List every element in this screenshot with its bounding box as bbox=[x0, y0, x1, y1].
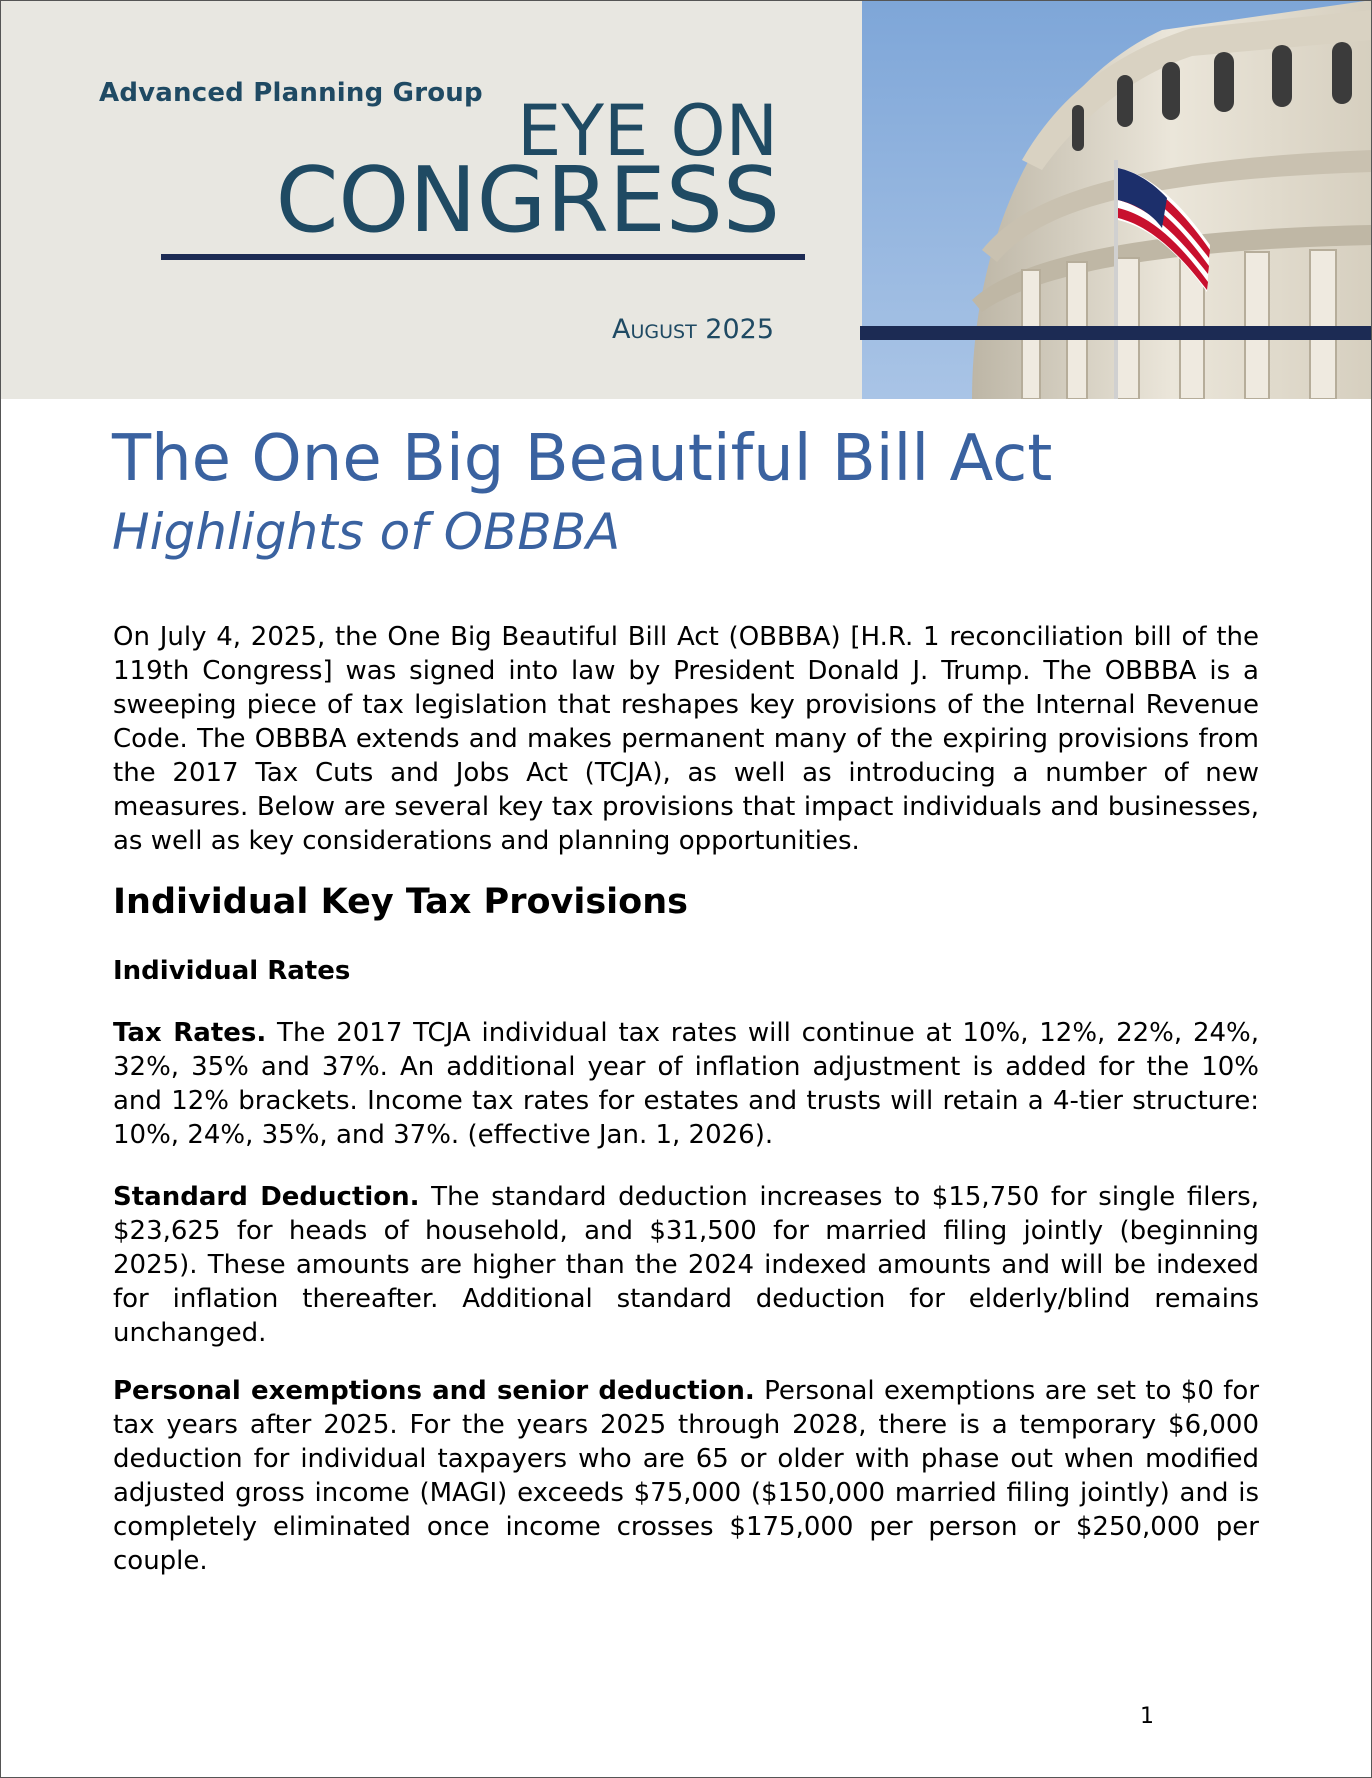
subsection-heading: Individual Rates bbox=[113, 956, 351, 986]
page-number: 1 bbox=[1140, 1704, 1154, 1729]
document-subtitle: Highlights of OBBBA bbox=[112, 503, 621, 561]
section-heading: Individual Key Tax Provisions bbox=[113, 882, 688, 922]
provision-label: Standard Deduction. bbox=[113, 1182, 420, 1212]
photo-accent-bar bbox=[860, 326, 1372, 340]
provision-label: Tax Rates. bbox=[113, 1018, 267, 1048]
provision-text: Personal exemptions are set to $0 for tax years after 2025. For the years 2025 through 2028, there is a temporary $6,000 deduction for individual taxpayers who are 65 or older with phase out when modified adjusted gross income (MAGI) exceeds $75,000 ($150,000 married filing jointly) and is completely eliminated once income crosses $175,000 per person or $250,000 per couple. bbox=[113, 1376, 1260, 1576]
provision-tax-rates bbox=[113, 1016, 1259, 1152]
issue-date: August 2025 bbox=[612, 314, 774, 345]
provision-personal-exemptions bbox=[113, 1374, 1259, 1578]
provision-text: The 2017 TCJA individual tax rates will continue at 10%, 12%, 22%, 24%, 32%, 35% and 37%. An additional year of inflation adjustment is added for the 10% and 12% brackets. Income tax rates for estates and trusts will retain a 4-tier structure: 10%, 24%, 35%, and 37%. (effective Jan. 1, 2026). bbox=[113, 1018, 1259, 1150]
provision-standard-deduction bbox=[113, 1180, 1259, 1350]
masthead-eye-on: EYE ON bbox=[517, 90, 778, 172]
org-name: Advanced Planning Group bbox=[99, 78, 483, 108]
provision-label: Personal exemptions and senior deduction. bbox=[113, 1376, 755, 1406]
masthead-congress: CONGRESS bbox=[275, 148, 780, 253]
masthead-rule bbox=[161, 254, 805, 260]
document-title: The One Big Beautiful Bill Act bbox=[112, 422, 1053, 496]
provision-text: The standard deduction increases to $15,750 for single filers, $23,625 for heads of household, and $31,500 for married filing jointly (beginning 2025). These amounts are higher than the 2024 indexed amounts and will be indexed for inflation thereafter. Additional standard deduction for elderly/blind remains unchanged. bbox=[113, 1182, 1259, 1348]
intro-paragraph: On July 4, 2025, the One Big Beautiful Bill Act (OBBBA) [H.R. 1 reconciliation bill of the 119th Congress] was signed into law by President Donald J. Trump. The OBBBA is a sweeping piece of tax legislation that reshapes key provisions of the Internal Revenue Code. The OBBBA extends and makes permanent many of the expiring provisions from the 2017 Tax Cuts and Jobs Act (TCJA), as well as introducing a number of new measures. Below are several key tax provisions that impact individuals and businesses, as well as key considerations and planning opportunities. bbox=[113, 622, 1259, 856]
